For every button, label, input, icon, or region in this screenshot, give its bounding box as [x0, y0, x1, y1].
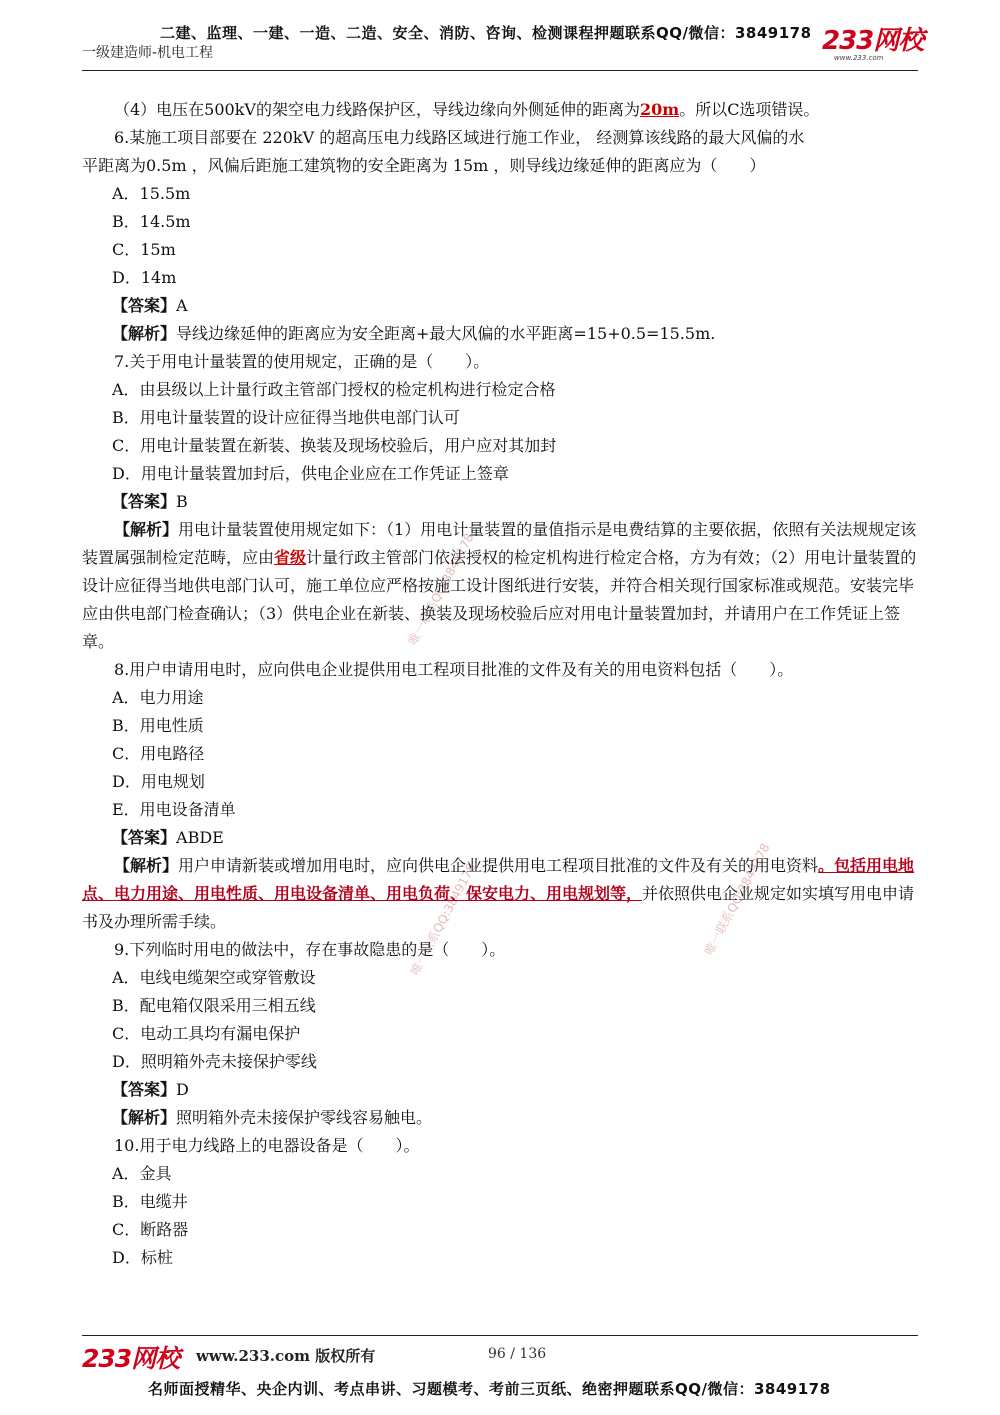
answer-line: 【答案】ABDE	[112, 828, 224, 847]
option: B．配电箱仅限采用三相五线	[112, 996, 316, 1015]
highlight-materials: 。包括用电地点、电力用途、用电性质、用电设备清单、用电负荷、保安电力、用电规划等，	[82, 856, 915, 903]
question-6-stem: 6.某施工项目部要在 220kV 的超高压电力线路区域进行施工作业， 经测算该线路的最大风偏的水	[114, 128, 805, 147]
bottom-banner: 名师面授精华、央企内训、考点串讲、习题模考、考前三页纸、绝密押题联系QQ/微信：3849178	[148, 1380, 831, 1398]
logo-text: 233网校	[822, 26, 924, 56]
page-number: 96 / 136	[488, 1346, 547, 1362]
option: A．电力用途	[112, 688, 204, 707]
option: A．金具	[112, 1164, 172, 1183]
footer-logo[interactable]: 233网校	[82, 1344, 180, 1373]
option: C．用电路径	[112, 744, 205, 763]
option: B．14.5m	[112, 212, 191, 231]
option: A．电线电缆架空或穿管敷设	[112, 968, 316, 987]
highlight-provincial: 省级	[274, 548, 307, 567]
document-body	[82, 96, 918, 1272]
question-7-stem: 7.关于用电计量装置的使用规定，正确的是（ ）。	[114, 352, 490, 371]
analysis-line: 【解析】照明箱外壳未接保护零线容易触电。	[112, 1108, 433, 1127]
answer-value: D	[176, 1080, 189, 1099]
option: A．15.5m	[112, 184, 191, 203]
watermark: 唯一联系QQ:3849178	[407, 861, 479, 978]
top-banner: 二建、监理、一建、一造、二造、安全、消防、咨询、检测课程押题联系QQ/微信：3849178	[160, 24, 812, 42]
highlight-distance: 20m	[639, 100, 680, 119]
option: C．用电计量装置在新装、换装及现场校验后，用户应对其加封	[112, 436, 557, 455]
analysis-paragraph: 【解析】用户申请新装或增加用电时，应向供电企业提供用电工程项目批准的文件及有关的用电资料。包括用电地点、电力用途、用电性质、用电设备清单、用电负荷、保安电力、用电规划等，并依照供电企业规定如实填写用电申请书及办理所需手续。	[82, 856, 915, 931]
question-10-stem: 10.用于电力线路上的电器设备是（ ）。	[114, 1136, 420, 1155]
option: D．照明箱外壳未接保护零线	[112, 1052, 317, 1071]
answer-line: 【答案】D	[112, 1080, 189, 1099]
question-6-stem-cont: 平距离为0.5m ，风偏后距施工建筑物的安全距离为 15m ，则导线边缘延伸的距离应为（ ）	[82, 156, 766, 175]
answer-value: A	[176, 296, 188, 315]
option: B．用电性质	[112, 716, 204, 735]
answer-value: B	[176, 492, 188, 511]
watermark: 唯一联系QQ:3849178	[701, 841, 773, 958]
course-title: 一级建造师-机电工程	[82, 45, 214, 61]
copyright: www.233.com 版权所有	[196, 1347, 376, 1365]
option: C．断路器	[112, 1220, 189, 1239]
watermark: 唯一联系QQ:3849178	[405, 531, 477, 648]
option: C．电动工具均有漏电保护	[112, 1024, 301, 1043]
answer-line: 【答案】B	[112, 492, 188, 511]
footer-divider	[82, 1335, 918, 1336]
option: E．用电设备清单	[112, 800, 236, 819]
option: B．用电计量装置的设计应征得当地供电部门认可	[112, 408, 460, 427]
header-divider	[82, 70, 918, 71]
option: C．15m	[112, 240, 176, 259]
header-logo[interactable]	[822, 28, 923, 63]
question-9-stem: 9.下列临时用电的做法中，存在事故隐患的是（ ）。	[114, 940, 506, 959]
answer-value: ABDE	[176, 828, 224, 847]
logo-url: www.233.com	[834, 54, 884, 62]
question-8-stem: 8.用户申请用电时，应向供电企业提供用电工程项目批准的文件及有关的用电资料包括（ ）。	[114, 660, 794, 679]
option: B．电缆井	[112, 1192, 188, 1211]
analysis-line: 【解析】导线边缘延伸的距离应为安全距离+最大风偏的水平距离=15+0.5=15.5m.	[112, 324, 716, 343]
option: D．用电计量装置加封后，供电企业应在工作凭证上签章	[112, 464, 509, 483]
intro-line: （4）电压在500kV的架空电力线路保护区，导线边缘向外侧延伸的距离为20m。所以C选项错误。	[114, 100, 820, 119]
option: D．14m	[112, 268, 177, 287]
option: A．由县级以上计量行政主管部门授权的检定机构进行检定合格	[112, 380, 556, 399]
option: D．标桩	[112, 1248, 173, 1267]
option: D．用电规划	[112, 772, 205, 791]
answer-line: 【答案】A	[112, 296, 188, 315]
analysis-paragraph: 【解析】用电计量装置使用规定如下：（1）用电计量装置的量值指示是电费结算的主要依据，依照有关法规规定该装置属强制检定范畴，应由省级计量行政主管部门依法授权的检定机构进行检定合格，方为有效；（2）用电计量装置的设计应征得当地供电部门认可，施工单位应严格按施工设计图纸进行安装，并符合相关现行国家标准或规范。安装完毕应由供电部门检查确认；（3）供电企业在新装、换装及现场校验后应对用电计量装置加封，并请用户在工作凭证上签章。	[82, 520, 917, 651]
